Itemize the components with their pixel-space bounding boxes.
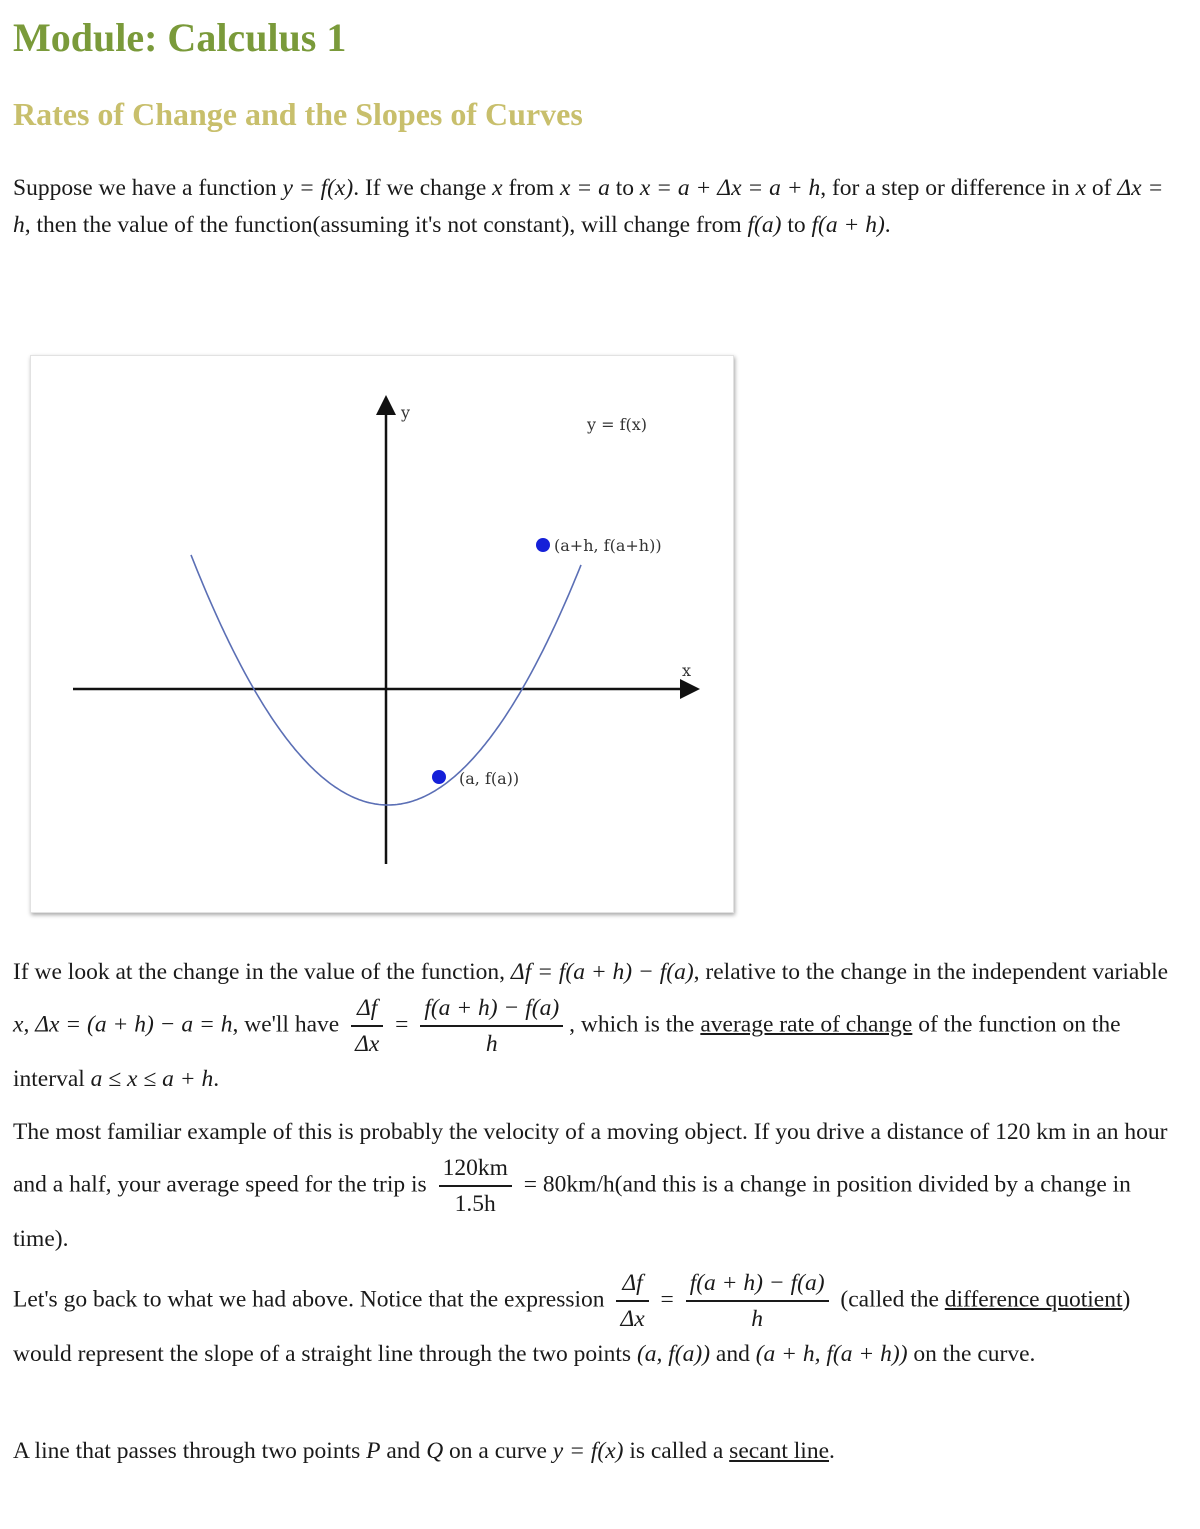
parabola-graph xyxy=(31,356,733,912)
math-expression: Δx = h xyxy=(13,175,1164,238)
paragraph-function-change: Suppose we have a function y = f(x). If we change x from x = a to x = a + Δx = a + h, for a step or difference in x of Δx = h, then the value of the function(assuming it's not constant), will change from f(a) to f(a + h). xyxy=(13,175,1164,238)
math-expression: Δf = f(a + h) − f(a) xyxy=(510,959,694,985)
math-expression: Q xyxy=(426,1438,444,1464)
math-expression: x xyxy=(492,175,503,201)
fraction-difference-over-h: $\frac{f(a + h) - f(a)}{h}$ xyxy=(686,1266,829,1336)
module-title: Module: Calculus 1 xyxy=(13,15,347,60)
point-a-plus-h-label: (a+h, f(a+h)) xyxy=(554,536,662,555)
math-expression: f(a + h) xyxy=(811,212,885,238)
math-expression: (a, f(a)) xyxy=(636,1341,711,1367)
point-a-plus-h xyxy=(536,538,550,552)
secant-line-link[interactable]: secant line xyxy=(729,1438,830,1464)
math-expression: Δx = (a + h) − a = h xyxy=(35,1011,233,1038)
y-axis-label: y xyxy=(401,403,411,422)
math-expression: y = f(x) xyxy=(552,1438,624,1464)
paragraph-average-rate: If we look at the change in the value of the function, Δf = f(a + h) − f(a), relative to the change in the independent variable x, Δx = (a + h) − a = h, we'll have $\frac{\Delta f}{\Delta x}$ = $\frac{f(a + h) - f(a)}{h}$ , which is the average rate of change of the function on the interval a ≤ x ≤ a + h. xyxy=(13,959,1169,1092)
difference-quotient-link[interactable]: difference quotient xyxy=(944,1286,1123,1313)
math-expression: x = a xyxy=(560,175,610,201)
point-a xyxy=(432,770,446,784)
math-expression: x xyxy=(1075,175,1087,201)
math-expression: a ≤ x ≤ a + h xyxy=(90,1066,214,1092)
x-axis-label: x xyxy=(682,661,692,680)
fraction-delta-f-over-delta-x: $\frac{\Delta f}{\Delta x}$ xyxy=(616,1266,648,1336)
math-expression: (a + h, f(a + h)) xyxy=(755,1341,908,1367)
parabola-figure xyxy=(30,355,734,913)
math-expression: x = a + Δx = a + h xyxy=(639,175,821,201)
average-rate-of-change-link[interactable]: average rate of change xyxy=(700,1011,913,1038)
math-expression: x xyxy=(13,1011,24,1038)
paragraph-velocity-example: The most familiar example of this is probably the velocity of a moving object. If you drive a distance of 120 km in an hour and a half, your average speed for the trip is $\frac{120km}{1.5h}$ = 80km/h(and this is a change in position divided by a change in time). xyxy=(13,1119,1168,1252)
curve-label: y = f(x) xyxy=(587,415,648,434)
point-a-label: (a, f(a)) xyxy=(459,769,520,788)
math-expression: P xyxy=(366,1438,381,1464)
section-title: Rates of Change and the Slopes of Curves xyxy=(13,96,583,132)
paragraph-secant-line: A line that passes through two points P and Q on a curve y = f(x) is called a secant line. xyxy=(13,1438,835,1464)
math-expression: f(a) xyxy=(747,212,782,238)
paragraph-difference-quotient: Let's go back to what we had above. Notice that the expression $\frac{\Delta f}{\Delta x}$ = $\frac{f(a + h) - f(a)}{h}$ (called the difference quotient) would represent the slope of a straight line through the two points (a, f(a)) and (a + h, f(a + h)) on the curve. xyxy=(13,1266,1185,1373)
fraction-delta-f-over-delta-x: $\frac{\Delta f}{\Delta x}$ xyxy=(351,991,383,1061)
math-expression: y = f(x) xyxy=(282,175,354,201)
fraction-speed: $\frac{120km}{1.5h}$ xyxy=(439,1151,512,1221)
fraction-difference-over-h: $\frac{f(a + h) - f(a)}{h}$ xyxy=(420,991,563,1061)
